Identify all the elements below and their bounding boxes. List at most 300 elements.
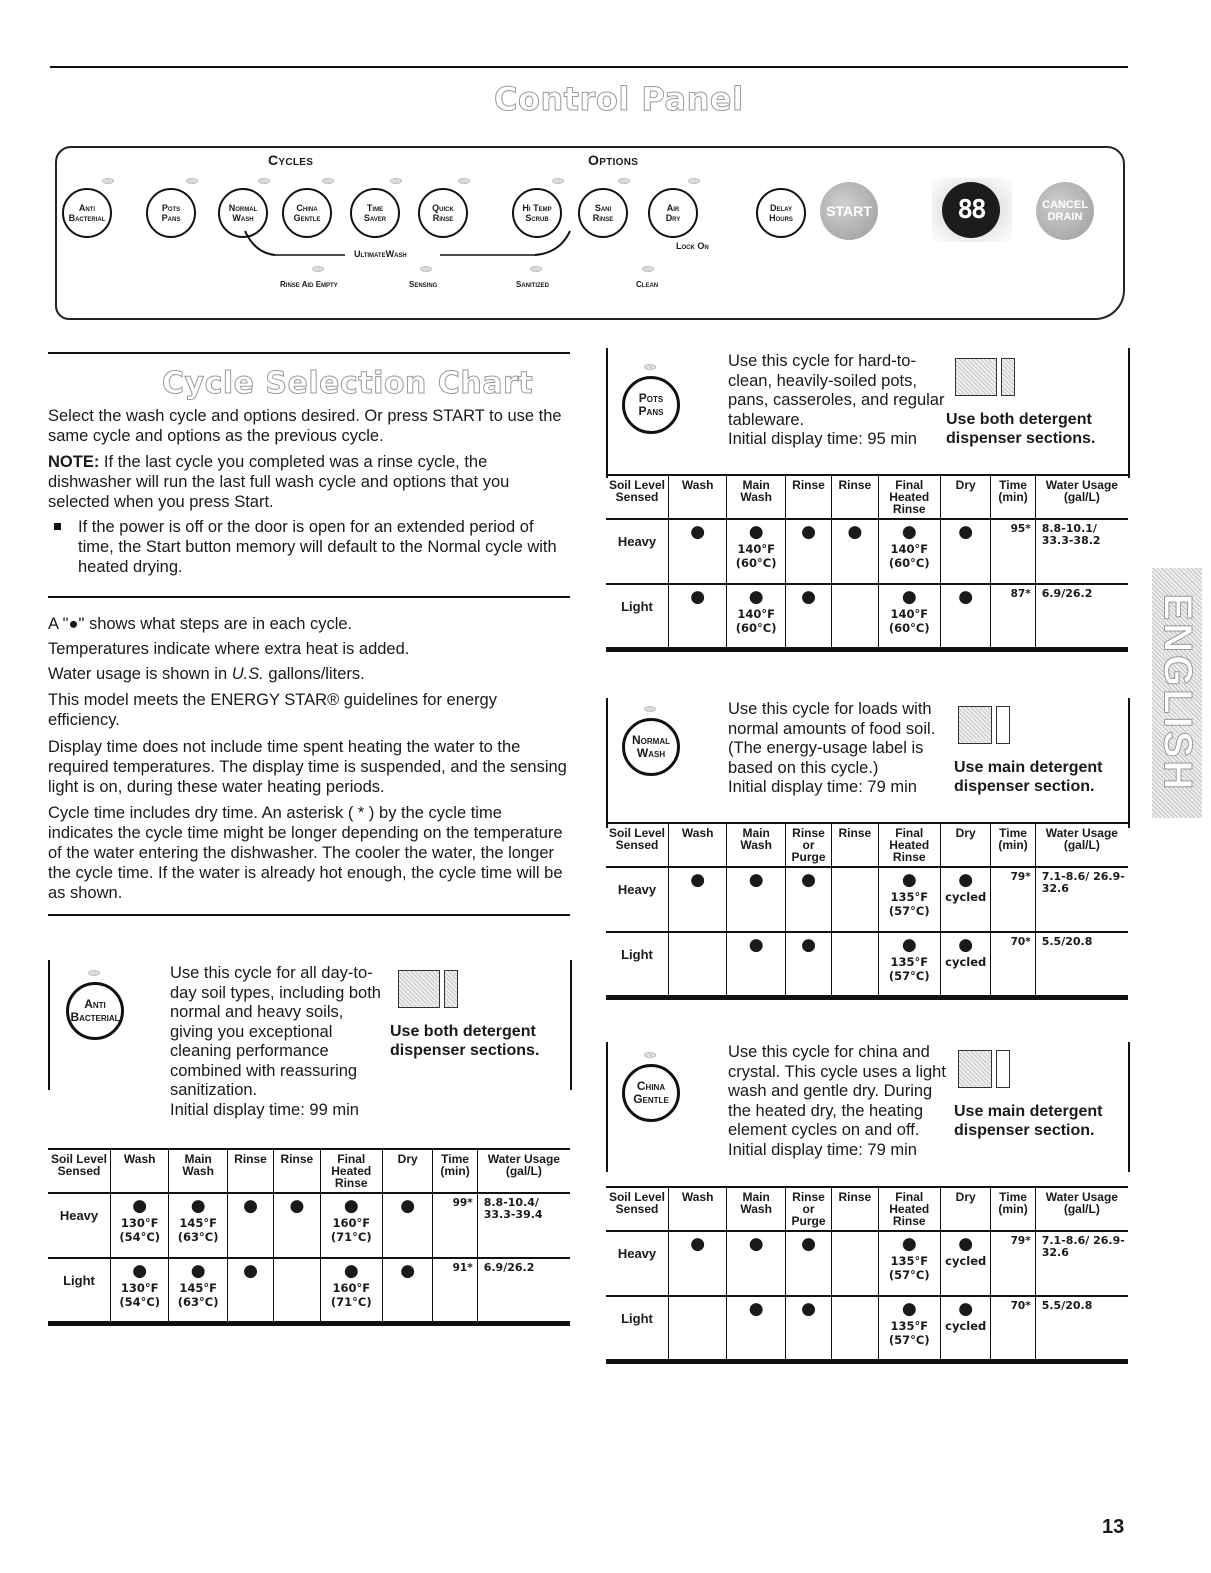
p3-text: Water usage is shown in [48, 665, 232, 683]
soil-level-cell [48, 1258, 110, 1323]
step-value: (57°C) [888, 1268, 930, 1282]
column-header: Main Wash [169, 1149, 227, 1193]
column-header: Time (min) [991, 1187, 1035, 1231]
china-gentle-indicator-light [322, 178, 334, 184]
time-cell [991, 867, 1035, 932]
step-value: (57°C) [888, 969, 930, 983]
anti-bacterial-cycle-light [88, 970, 100, 976]
step-value: (60°C) [735, 621, 777, 635]
step-dot-icon: ● [690, 522, 706, 542]
step-value: (63°C) [177, 1230, 219, 1244]
step-dot-icon: ● [190, 1196, 206, 1216]
cycle-time-value: 70* [1010, 936, 1031, 948]
column-header: Soil Level Sensed [606, 475, 668, 519]
step-dot-icon: ● [690, 1234, 706, 1254]
step-dot-icon: ● [958, 870, 974, 890]
step-cell [668, 867, 726, 932]
cycle-time-value: 95* [1010, 523, 1031, 535]
step-dot-icon: ● [801, 935, 816, 955]
time-cell [991, 1231, 1035, 1296]
step-cell [941, 867, 991, 932]
sani-rinse-sublabel: Rinse [592, 213, 614, 223]
step-value: 140°F [890, 607, 929, 621]
hi-temp-scrub-label: Hi Temp [522, 203, 552, 213]
step-cell [668, 932, 726, 997]
soil-level-label: Light [63, 1273, 95, 1288]
step-value: (63°C) [177, 1295, 219, 1309]
anti-bacterial-right-rule [570, 960, 572, 1090]
step-cell [941, 519, 991, 584]
column-header: Dry [941, 1187, 991, 1231]
water-usage-value: 6.9/26.2 [1041, 587, 1093, 600]
step-value: 130°F [120, 1281, 159, 1295]
step-value: 135°F [890, 1254, 929, 1268]
soil-level-cell [606, 1231, 668, 1296]
water-usage-value: 7.1-8.6/ 26.9-32.6 [1041, 1234, 1125, 1259]
column-header: Rinse [227, 1149, 273, 1193]
hi-temp-scrub-indicator-light [552, 178, 564, 184]
step-dot-icon: ● [243, 1196, 258, 1216]
step-value: (60°C) [735, 556, 777, 570]
column-header: Time (min) [991, 475, 1035, 519]
soil-level-label: Light [621, 1311, 653, 1326]
step-cell [832, 867, 878, 932]
table-row [606, 519, 1128, 584]
pots-pans-sublabel: Pans [161, 213, 181, 223]
step-dot-icon: ● [801, 587, 816, 607]
hi-temp-scrub-sublabel: Scrub [525, 213, 549, 223]
sanitized-label: Sanitized [516, 280, 550, 289]
water-usage-cell [1035, 1296, 1128, 1361]
step-dot-icon: ● [748, 1299, 764, 1319]
quick-rinse-sublabel: Rinse [432, 213, 454, 223]
step-cell [941, 1231, 991, 1296]
step-cell [320, 1193, 382, 1258]
p3-us: U.S. [231, 665, 264, 683]
clean-label: Clean [636, 280, 659, 289]
column-header: Final Heated Rinse [878, 823, 940, 867]
pots-pans-cycle-light [644, 364, 656, 370]
step-dot-icon: ● [801, 522, 816, 542]
step-value: 160°F [332, 1216, 371, 1230]
step-dot-icon: ● [690, 587, 706, 607]
column-header: Main Wash [727, 823, 785, 867]
soil-level-label: Heavy [617, 1246, 657, 1261]
water-usage-value: 5.5/20.8 [1041, 935, 1093, 948]
step-cell [727, 584, 785, 649]
cycle-time-value: 79* [1010, 1235, 1031, 1247]
step-dot-icon: ● [400, 1261, 416, 1281]
language-tab [1152, 568, 1202, 818]
anti-bacterial-icon-sublabel: Bacterial [70, 1010, 120, 1024]
pots-pans-label: Pots [161, 203, 181, 213]
step-value: cycled [945, 1319, 987, 1333]
pots-pans-button[interactable] [146, 188, 196, 238]
step-cell [320, 1258, 382, 1323]
step-value: (57°C) [888, 904, 930, 918]
step-cell [274, 1193, 320, 1258]
bullet-icon [54, 523, 61, 530]
water-usage-value: 6.9/26.2 [483, 1261, 535, 1274]
normal-wash-detergent-note: Use main detergent dispenser section. [954, 759, 1103, 795]
normal-wash-icon-sublabel: Wash [636, 746, 666, 760]
step-dot-icon: ● [132, 1261, 148, 1281]
step-cell [832, 932, 878, 997]
anti-bacterial-button[interactable] [62, 188, 112, 238]
step-dot-icon: ● [690, 870, 706, 890]
air-dry-label: Air [666, 203, 680, 213]
pots-pans-dispenser-main-icon [955, 358, 997, 396]
pots-pans-table-header [606, 475, 1128, 519]
step-cell [878, 519, 940, 584]
step-value: 140°F [737, 607, 775, 621]
chart-bullet: If the power is off or the door is open for an extended period of time, the Start button memory will default to the Normal cycle with heated drying. [78, 518, 557, 576]
step-value: 140°F [737, 542, 775, 556]
water-usage-cell [477, 1258, 570, 1323]
time-cell [991, 584, 1035, 649]
normal-wash-indicator-light [258, 178, 270, 184]
soil-level-cell [606, 932, 668, 997]
pots-pans-icon-sublabel: Pans [638, 404, 664, 418]
step-cell [878, 932, 940, 997]
anti-bacterial-description [170, 964, 390, 1120]
column-header: Main Wash [727, 475, 785, 519]
anti-bacterial-left-rule [48, 960, 50, 1090]
time-cell [991, 519, 1035, 584]
sensing-label: Sensing [409, 280, 438, 289]
sani-rinse-indicator-light [618, 178, 630, 184]
china-gentle-display-time: Initial display time: 79 min [728, 1140, 917, 1159]
pots-pans-detergent-note: Use both detergent dispenser sections. [946, 411, 1096, 447]
china-gentle-cycle-icon [622, 1064, 680, 1122]
normal-wash-label: Normal [228, 203, 258, 213]
chart-p6: Cycle time includes dry time. An asterisk ( * ) by the cycle time indicates the cycle time might be longer depending on the temperature of the water entering the dishwasher. The cooler the water, the longer the cycle time. If the water is already hot enough, the cycle time will be as shown. [48, 804, 563, 902]
step-cell [832, 1231, 878, 1296]
sensing-light [420, 266, 432, 272]
step-value: 135°F [890, 1319, 929, 1333]
step-cell [727, 1296, 785, 1361]
step-dot-icon: ● [748, 522, 764, 542]
table-row [606, 867, 1128, 932]
column-header: Rinse or Purge [785, 823, 831, 867]
normal-wash-dispenser-main-icon [958, 706, 992, 744]
anti-bacterial-cycle-table [48, 1148, 570, 1326]
column-header: Soil Level Sensed [606, 823, 668, 867]
china-gentle-detergent-note: Use main detergent dispenser section. [954, 1103, 1103, 1139]
anti-bacterial-indicator-light [102, 178, 114, 184]
normal-wash-cycle-table [606, 822, 1128, 1000]
sani-rinse-label: Sani [594, 203, 612, 213]
anti-bacterial-sublabel: Bacterial [68, 213, 106, 223]
rinse-aid-empty-label: Rinse Aid Empty [280, 280, 338, 289]
step-value: 145°F [179, 1281, 217, 1295]
anti-bacterial-detergent-note: Use both detergent dispenser sections. [390, 1023, 540, 1059]
china-gentle-icon-label: China [636, 1079, 666, 1093]
column-header: Dry [383, 1149, 433, 1193]
column-header: Water Usage (gal/L) [1035, 475, 1128, 519]
step-cell [941, 932, 991, 997]
normal-wash-dispenser-prewash-icon [996, 706, 1010, 744]
step-value: (60°C) [888, 621, 930, 635]
water-usage-cell [1035, 932, 1128, 997]
column-header: Rinse [274, 1149, 320, 1193]
step-cell [878, 584, 940, 649]
chart-p1: A "●" shows what steps are in each cycle. [48, 615, 353, 633]
china-gentle-description-text: Use this cycle for china and crystal. This cycle uses a light wash and gentle dry. During the heated dry, the heating element cycles on and off. [728, 1043, 946, 1139]
china-gentle-dispenser-prewash-icon [996, 1050, 1010, 1088]
column-header: Rinse [832, 475, 878, 519]
step-cell [878, 867, 940, 932]
column-header: Wash [668, 823, 726, 867]
column-header: Final Heated Rinse [878, 475, 940, 519]
normal-wash-cycle-light [644, 706, 656, 712]
water-usage-value: 8.8-10.1/ 33.3-38.2 [1041, 522, 1101, 547]
china-gentle-left-rule [606, 1042, 608, 1172]
step-dot-icon: ● [901, 587, 917, 607]
step-dot-icon: ● [343, 1261, 359, 1281]
step-cell [110, 1258, 168, 1323]
step-cell [668, 584, 726, 649]
chart-top-rule [48, 352, 570, 354]
step-dot-icon: ● [958, 1234, 974, 1254]
column-header: Wash [668, 1187, 726, 1231]
normal-wash-left-rule [606, 698, 608, 828]
pots-pans-display-time: Initial display time: 95 min [728, 430, 917, 448]
china-gentle-dispenser-main-icon [958, 1050, 992, 1088]
step-cell [668, 1231, 726, 1296]
quick-rinse-indicator-light [458, 178, 470, 184]
step-value: (54°C) [119, 1230, 161, 1244]
pots-pans-dispenser-prewash-icon [1001, 358, 1015, 396]
soil-level-cell [606, 584, 668, 649]
rinse-aid-light [312, 266, 324, 272]
step-cell [110, 1193, 168, 1258]
quick-rinse-label: Quick [432, 203, 454, 213]
step-dot-icon: ● [958, 935, 974, 955]
cycle-time-value: 91* [452, 1262, 473, 1274]
air-dry-sublabel: Dry [665, 213, 681, 223]
water-usage-cell [1035, 867, 1128, 932]
step-cell [785, 584, 831, 649]
china-gentle-right-rule [1128, 1042, 1130, 1172]
soil-level-cell [606, 519, 668, 584]
column-header: Wash [668, 475, 726, 519]
step-dot-icon: ● [901, 935, 917, 955]
pots-pans-left-rule [606, 348, 608, 478]
step-dot-icon: ● [901, 1234, 917, 1254]
step-dot-icon: ● [400, 1196, 416, 1216]
anti-bacterial-label: Anti [78, 203, 96, 213]
step-value: 135°F [890, 890, 929, 904]
time-saver-sublabel: Saver [363, 213, 387, 223]
step-dot-icon: ● [901, 1299, 917, 1319]
step-value: 140°F [890, 542, 929, 556]
step-value: (60°C) [888, 556, 930, 570]
soil-level-cell [606, 1296, 668, 1361]
sanitized-light [530, 266, 542, 272]
soil-level-cell [48, 1193, 110, 1258]
pots-pans-description [728, 352, 948, 450]
column-header: Dry [941, 475, 991, 519]
step-cell [785, 867, 831, 932]
anti-bacterial-dispenser-main-icon [398, 970, 440, 1008]
step-dot-icon: ● [748, 935, 764, 955]
soil-level-label: Light [621, 599, 653, 614]
air-dry-indicator-light [688, 178, 700, 184]
step-value: 145°F [179, 1216, 217, 1230]
step-cell [727, 519, 785, 584]
column-header: Time (min) [433, 1149, 477, 1193]
china-gentle-cycle-light [644, 1052, 656, 1058]
step-cell [169, 1193, 227, 1258]
step-cell [832, 519, 878, 584]
chart-p3 [48, 664, 568, 684]
note-label: NOTE: [48, 453, 100, 471]
water-usage-value: 8.8-10.4/ 33.3-39.4 [483, 1196, 543, 1221]
delay-hours-label: Delay [770, 203, 792, 213]
soil-level-label: Heavy [59, 1208, 99, 1223]
step-dot-icon: ● [343, 1196, 359, 1216]
column-header: Main Wash [727, 1187, 785, 1231]
step-dot-icon: ● [958, 522, 974, 542]
delay-hours-button[interactable] [756, 188, 806, 238]
normal-wash-table-header [606, 823, 1128, 867]
anti-bacterial-cycle-icon [66, 982, 124, 1040]
cycle-time-value: 79* [1010, 871, 1031, 883]
time-cell [991, 1296, 1035, 1361]
step-dot-icon: ● [847, 522, 863, 542]
step-dot-icon: ● [801, 870, 816, 890]
chart-p5: Display time does not include time spent heating the water to the required temperatures. The display time is suspended, and the sensing light is on, during these water heating periods. [48, 738, 567, 796]
soil-level-label: Light [621, 947, 653, 962]
water-usage-value: 5.5/20.8 [1041, 1299, 1093, 1312]
step-dot-icon: ● [801, 1299, 816, 1319]
column-header: Rinse [832, 1187, 878, 1231]
step-dot-icon: ● [748, 870, 764, 890]
step-dot-icon: ● [190, 1261, 206, 1281]
chart-intro: Select the wash cycle and options desired. Or press START to use the same cycle and options as the previous cycle. [48, 407, 562, 445]
china-gentle-cycle-table [606, 1186, 1128, 1364]
normal-wash-description [728, 700, 950, 798]
anti-bacterial-dispenser-prewash-icon [444, 970, 458, 1008]
step-cell [785, 1231, 831, 1296]
ultimate-wash-label: UltimateWash [354, 249, 407, 259]
p3-text-end: gallons/liters. [263, 665, 365, 683]
step-cell [169, 1258, 227, 1323]
air-dry-button[interactable] [648, 188, 698, 238]
anti-bacterial-description-text: Use this cycle for all day-to-day soil types, including both normal and heavy soils, giving you exceptional cleaning performance combined with reassuring sanitization. [170, 964, 381, 1099]
time-display [932, 178, 1012, 242]
step-value: (71°C) [330, 1295, 372, 1309]
options-heading: Options [588, 152, 639, 168]
column-header: Soil Level Sensed [606, 1187, 668, 1231]
chart-title: Cycle Selection Chart [162, 366, 534, 401]
table-row [606, 932, 1128, 997]
time-cell [991, 932, 1035, 997]
cycle-time-value: 70* [1010, 1300, 1031, 1312]
table-row [606, 1296, 1128, 1361]
water-usage-cell [1035, 584, 1128, 649]
pots-pans-right-rule [1128, 348, 1130, 478]
step-dot-icon: ● [958, 587, 974, 607]
step-cell [227, 1258, 273, 1323]
water-usage-cell [1035, 519, 1128, 584]
step-cell [941, 1296, 991, 1361]
chart-mid-rule [48, 596, 570, 598]
china-gentle-icon-sublabel: Gentle [633, 1092, 669, 1106]
step-cell [727, 932, 785, 997]
step-cell [383, 1193, 433, 1258]
column-header: Rinse or Purge [785, 1187, 831, 1231]
normal-wash-right-rule [1128, 698, 1130, 828]
normal-wash-sublabel: Wash [232, 213, 254, 223]
table-row [48, 1258, 570, 1323]
china-gentle-table-header [606, 1187, 1128, 1231]
column-header: Water Usage (gal/L) [1035, 1187, 1128, 1231]
page-title: Control Panel [494, 80, 744, 118]
step-dot-icon: ● [901, 522, 917, 542]
step-cell [785, 519, 831, 584]
time-cell [433, 1258, 477, 1323]
column-header: Wash [110, 1149, 168, 1193]
step-dot-icon: ● [289, 1196, 305, 1216]
soil-level-cell [606, 867, 668, 932]
page-number: 13 [1102, 1516, 1125, 1538]
clean-light [642, 266, 654, 272]
sani-rinse-button[interactable] [578, 188, 628, 238]
pots-pans-cycle-icon [622, 376, 680, 434]
normal-wash-icon-label: Normal [632, 733, 670, 747]
anti-bacterial-display-time: Initial display time: 99 min [170, 1100, 359, 1119]
step-cell [832, 584, 878, 649]
table-row [606, 584, 1128, 649]
step-cell [941, 584, 991, 649]
step-cell [785, 932, 831, 997]
step-value: cycled [945, 955, 987, 969]
chart-note [48, 452, 568, 512]
time-saver-label: Time [366, 203, 384, 213]
china-gentle-label: China [296, 203, 318, 213]
chart-p4: This model meets the ENERGY STAR® guidelines for energy efficiency. [48, 691, 497, 729]
chart-p2: Temperatures indicate where extra heat is added. [48, 640, 410, 658]
table-row [48, 1193, 570, 1258]
pots-pans-description-text: Use this cycle for hard-to-clean, heavily-soiled pots, pans, casseroles, and regular tableware. [728, 352, 945, 429]
delay-hours-sublabel: Hours [769, 213, 793, 223]
column-header: Final Heated Rinse [878, 1187, 940, 1231]
cancel-drain-button[interactable]: CANCEL DRAIN [1036, 182, 1094, 240]
step-dot-icon: ● [901, 870, 917, 890]
note-text: If the last cycle you completed was a rinse cycle, the dishwasher will run the last full wash cycle and options that you selected when you press Start. [48, 453, 510, 511]
step-value: (71°C) [330, 1230, 372, 1244]
step-value: (57°C) [888, 1333, 930, 1347]
step-value: 130°F [120, 1216, 159, 1230]
step-value: 160°F [332, 1281, 371, 1295]
step-cell [383, 1258, 433, 1323]
china-gentle-sublabel: Gentle [293, 213, 321, 223]
step-dot-icon: ● [958, 1299, 974, 1319]
water-usage-cell [1035, 1231, 1128, 1296]
table-row [606, 1231, 1128, 1296]
china-gentle-description [728, 1043, 950, 1160]
cycle-time-value: 87* [1010, 588, 1031, 600]
start-button[interactable]: START [820, 182, 878, 240]
step-cell [878, 1231, 940, 1296]
step-cell [727, 867, 785, 932]
lock-on-label: Lock On [676, 241, 709, 251]
step-cell [727, 1231, 785, 1296]
soil-level-label: Heavy [617, 882, 657, 897]
step-value: 135°F [890, 955, 929, 969]
